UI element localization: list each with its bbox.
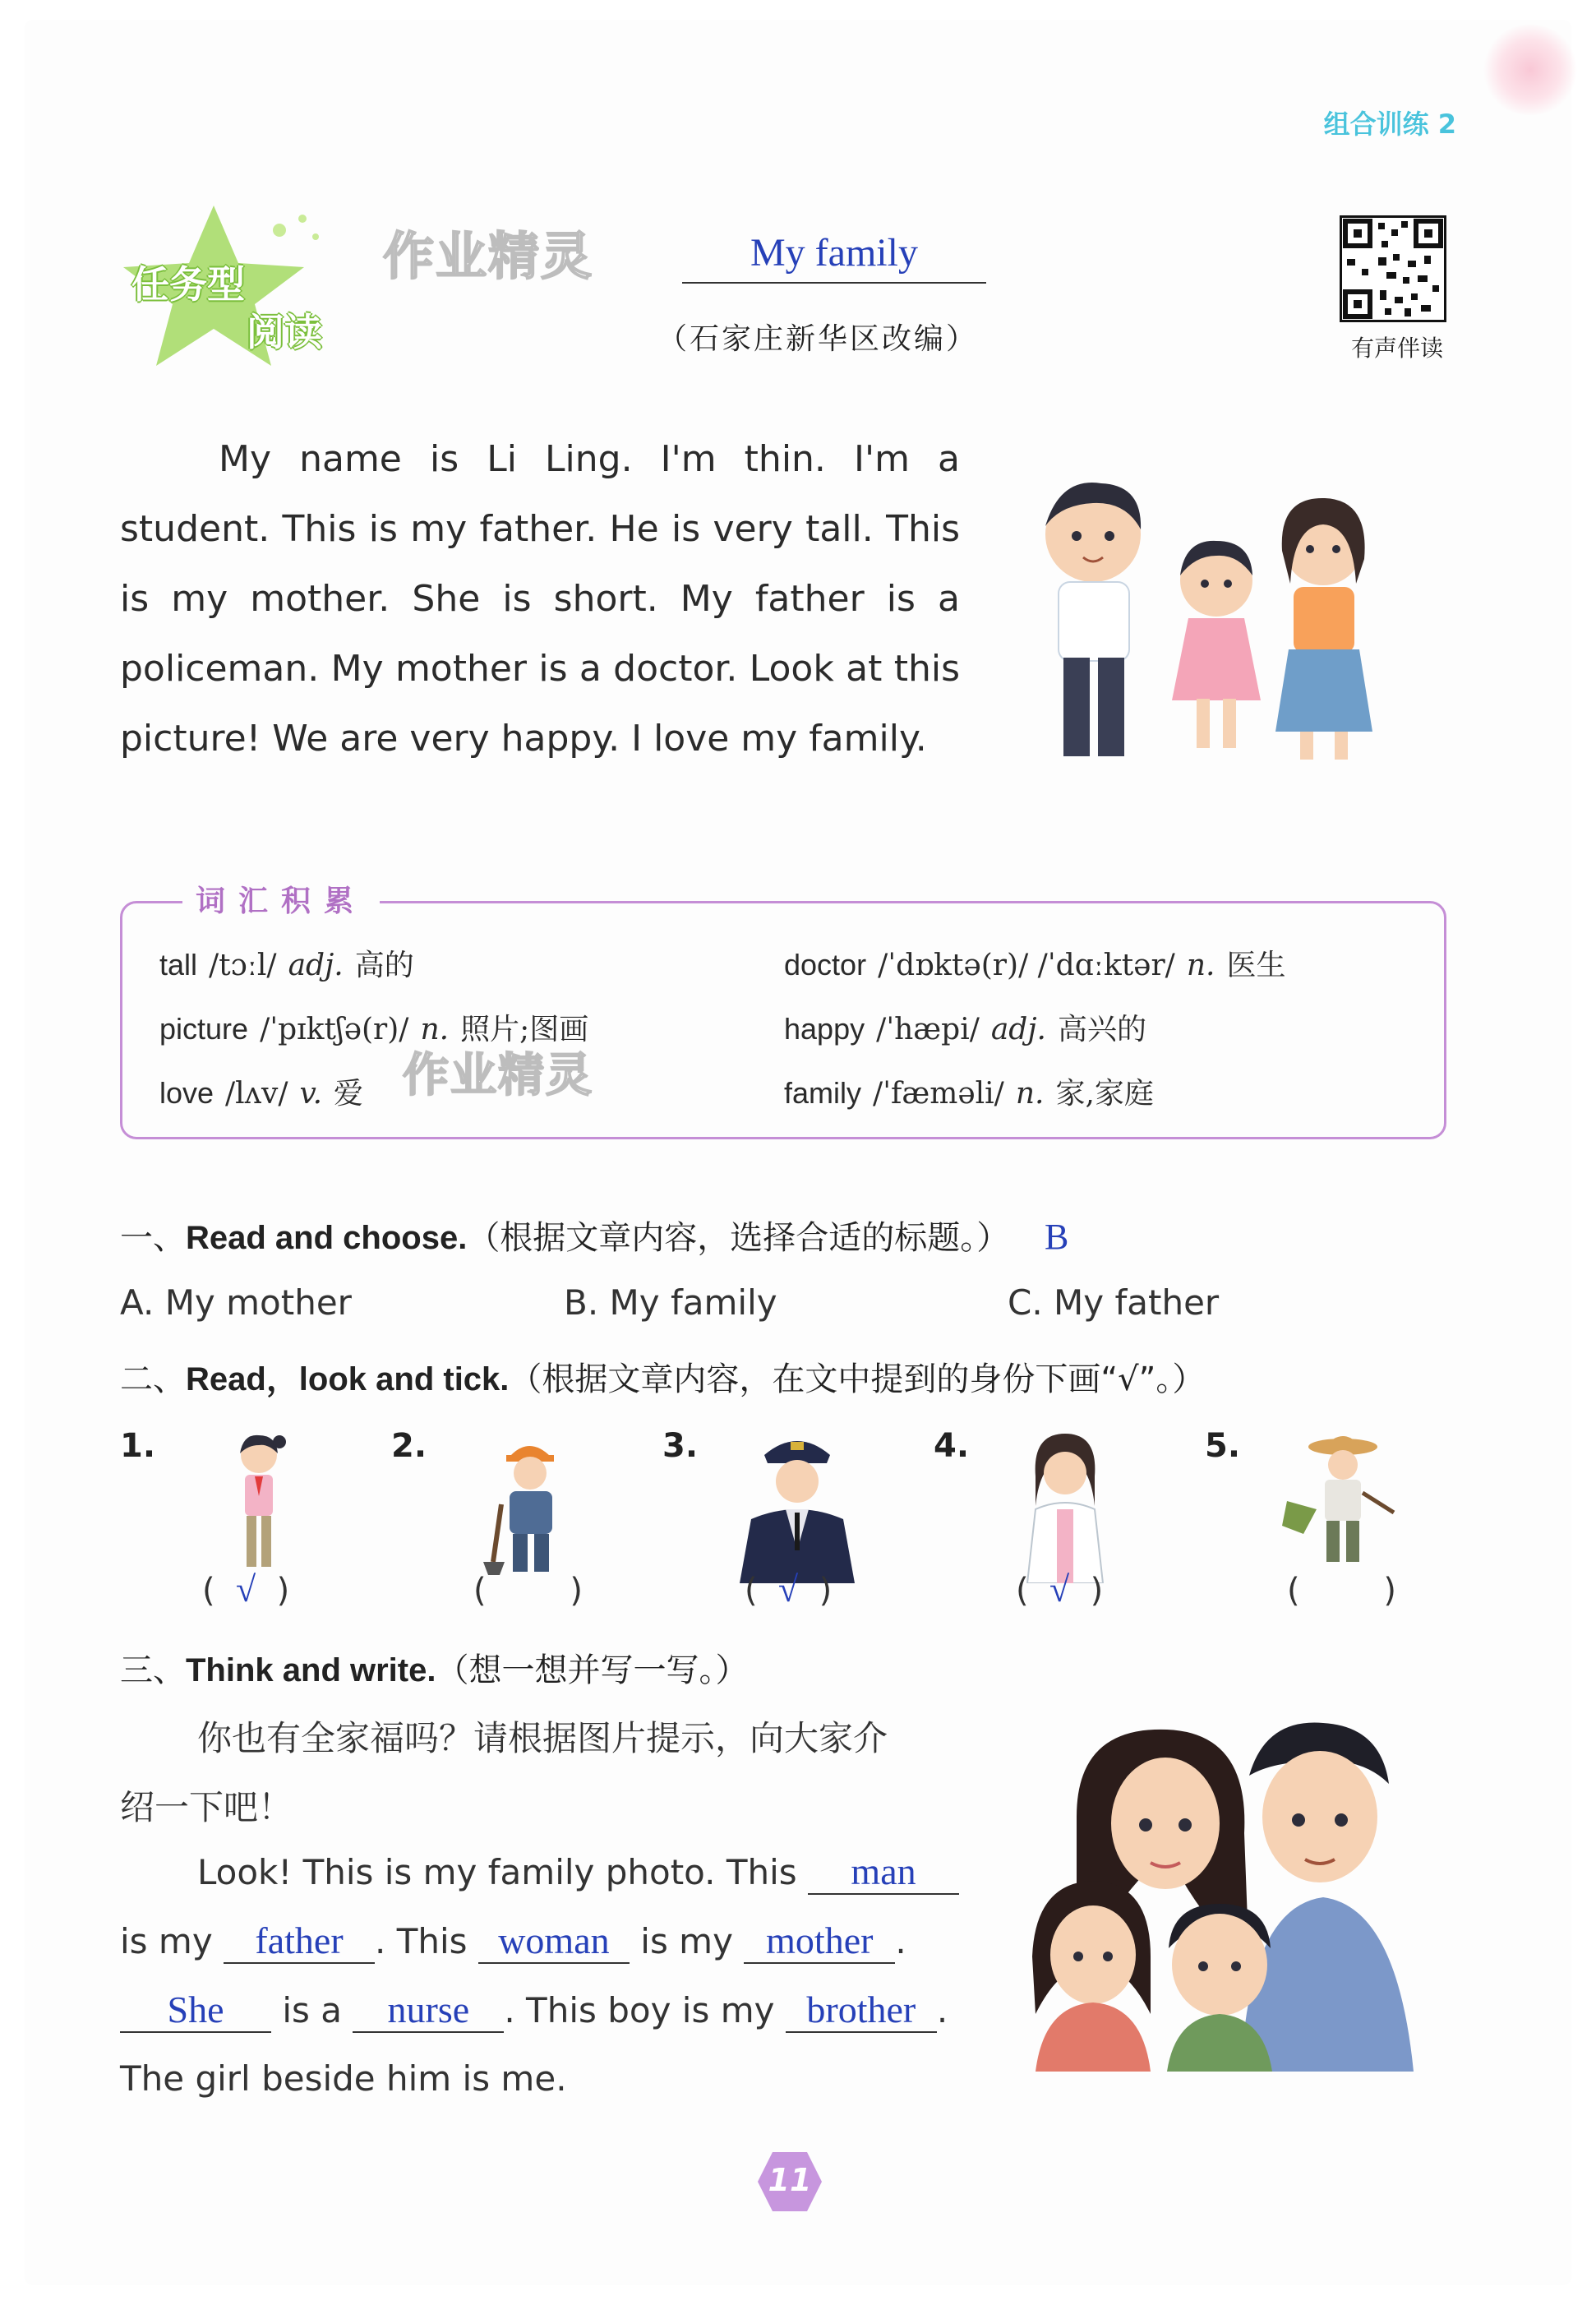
prompt-line-1: 你也有全家福吗？请根据图片提示，向大家介 <box>197 1718 888 1758</box>
passage-title: My family <box>682 230 986 284</box>
watermark: 作业精灵 <box>383 226 594 286</box>
tick-answer-5[interactable]: ( ) <box>1287 1572 1396 1610</box>
family-photo-illustration <box>1027 1718 1422 2072</box>
worker-figure <box>477 1430 584 1578</box>
vocab-item: happy /ˈhæpi/ adj. 高兴的 <box>784 1012 1146 1046</box>
vocabulary-title: 词汇积累 <box>182 878 380 920</box>
badge-line2: 阅读 <box>247 310 322 354</box>
corner-decoration <box>1481 25 1580 115</box>
item-number: 1. <box>120 1427 156 1465</box>
tick-answer-1[interactable]: ( √ ) <box>202 1569 290 1610</box>
qr-code[interactable] <box>1340 215 1446 322</box>
policeman-figure <box>731 1427 863 1583</box>
blank-2[interactable]: father <box>224 1919 375 1964</box>
qr-code-icon <box>1342 218 1444 320</box>
tick-answer-4[interactable]: ( √ ) <box>1016 1569 1104 1610</box>
option-a: A. My mother <box>120 1282 352 1323</box>
vocab-item: picture /ˈpɪktʃə(r)/ n. 照片;图画 <box>159 1012 589 1046</box>
page-number: 11 <box>756 2150 823 2213</box>
farmer-figure <box>1271 1427 1410 1575</box>
prompt-line-2: 绍一下吧！ <box>120 1787 293 1827</box>
passage-text: My name is Li Ling. I'm thin. I'm a student. This is my father. He is very tall. This is my mother. She is short. My father is a policeman. My mother is a doctor. Look at this picture! We are very happy. I love my family. <box>120 438 960 760</box>
blank-6[interactable]: nurse <box>353 1988 504 2033</box>
doctor-figure <box>1016 1427 1114 1583</box>
write-line-2: is my father . This woman is my mother . <box>120 1919 906 1964</box>
item-number: 5. <box>1205 1427 1241 1465</box>
student-girl-figure <box>222 1430 296 1578</box>
tick-answer-3[interactable]: ( √ ) <box>745 1569 833 1610</box>
blank-4[interactable]: mother <box>744 1919 895 1964</box>
write-line-3: She is a nurse . This boy is my brother . <box>120 1988 948 2033</box>
section-label: 组合训练 2 <box>1323 109 1456 140</box>
watermark: 作业精灵 <box>403 1049 593 1102</box>
option-b: B. My family <box>564 1282 777 1323</box>
blank-7[interactable]: brother <box>786 1988 937 2033</box>
question-3-heading: 三、Think and write.（想一想并写一写。） <box>120 1651 749 1689</box>
section-badge <box>115 197 345 370</box>
reading-passage <box>120 424 960 774</box>
tick-answer-2[interactable]: ( ) <box>473 1572 583 1610</box>
qr-label: 有声伴读 <box>1350 335 1443 362</box>
blank-1[interactable]: man <box>808 1850 959 1895</box>
vocab-item: family /ˈfæməli/ n. 家,家庭 <box>784 1076 1154 1111</box>
item-number: 4. <box>934 1427 970 1465</box>
write-line-1: Look! This is my family photo. This man <box>197 1850 959 1895</box>
write-line-4: The girl beside him is me. <box>120 2058 567 2099</box>
vocab-item: love /lʌv/ v. 爱 <box>159 1076 364 1111</box>
family-illustration <box>1011 460 1405 773</box>
option-c: C. My father <box>1008 1282 1220 1323</box>
question-1-answer: B <box>1045 1217 1069 1257</box>
item-number: 2. <box>391 1427 427 1465</box>
passage-source: （石家庄新华区改编） <box>657 322 979 356</box>
badge-line1: 任务型 <box>131 262 245 307</box>
item-number: 3. <box>662 1427 699 1465</box>
blank-3[interactable]: woman <box>478 1919 630 1964</box>
question-2-heading: 二、Read，look and tick.（根据文章内容，在文中提到的身份下画“√”。） <box>120 1360 1206 1398</box>
blank-5[interactable]: She <box>120 1988 271 2033</box>
question-1-heading: 一、Read and choose.（根据文章内容，选择合适的标题。） B <box>120 1217 1069 1257</box>
vocab-item: doctor /ˈdɒktə(r)/ /ˈdɑːktər/ n. 医生 <box>784 948 1286 982</box>
vocab-item: tall /tɔːl/ adj. 高的 <box>159 948 414 982</box>
